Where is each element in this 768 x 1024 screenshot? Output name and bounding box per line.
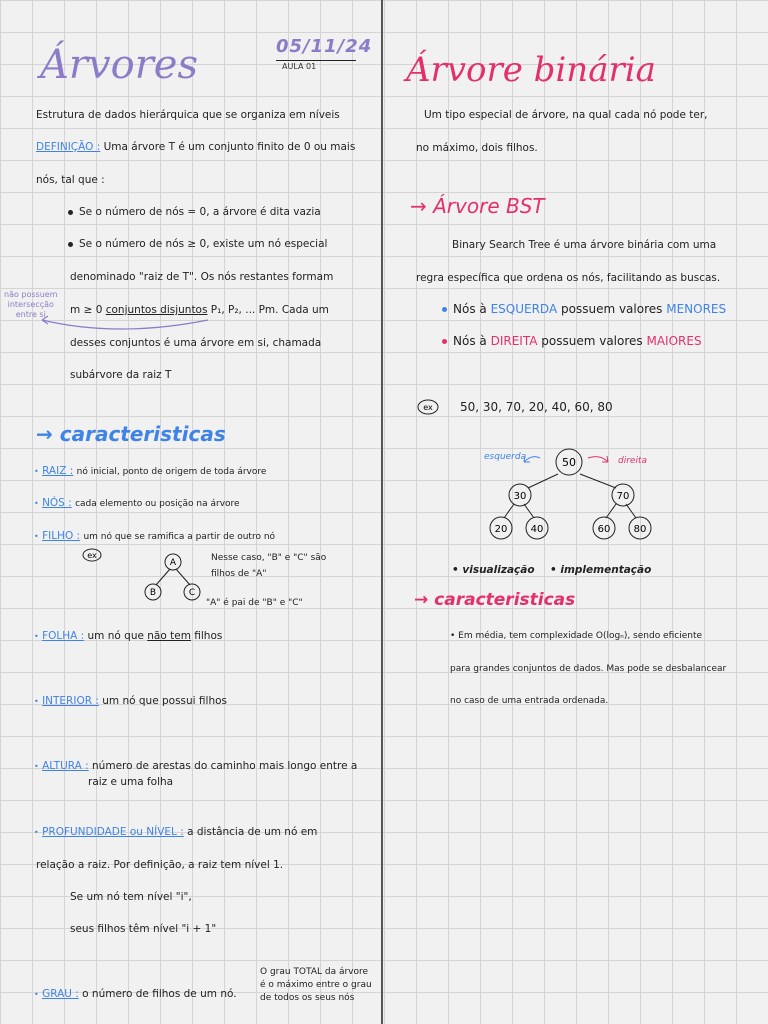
side-note-arrow: [38, 308, 218, 336]
right-title: Árvore binária: [406, 50, 656, 90]
svg-text:ex: ex: [423, 403, 433, 412]
bullet-2-sets: P₁, P₂, ... Pm. Cada um: [210, 304, 329, 316]
right-intro-1: Um tipo especial de árvore, na qual cada nó pode ter,: [424, 109, 708, 121]
bullet-2-m: m ≥ 0: [70, 304, 103, 316]
section-caracteristicas-left: → caracteristicas: [36, 422, 226, 446]
bullet-2-disjuntos: conjuntos disjuntos: [105, 304, 208, 316]
bst-node: 20: [494, 524, 508, 535]
nos-label: NÓS :: [42, 497, 72, 509]
filho-note: Nesse caso, "B" e "C" são filhos de "A": [211, 553, 327, 579]
bst-node: 30: [513, 491, 527, 502]
bullet-2-line-1: Se o número de nós ≥ 0, existe um nó especial: [79, 238, 328, 250]
bst-line-1: Binary Search Tree é uma árvore binária com uma: [452, 239, 717, 251]
left-title: Árvores: [40, 42, 199, 88]
bst-line-2: regra específica que ordena os nós, facilitando as buscas.: [416, 272, 721, 284]
car-line-3: no caso de uma entrada ordenada.: [450, 696, 609, 706]
tree-node-b: B: [149, 588, 157, 598]
section-caracteristicas-right: → caracteristicas: [414, 590, 576, 610]
direita-word: DIREITA: [490, 334, 538, 348]
label-direita: direita: [618, 456, 647, 466]
nos-text: cada elemento ou posição na árvore: [75, 499, 240, 509]
definicao-label: DEFINIÇÃO :: [36, 141, 101, 153]
grau-label: GRAU :: [42, 988, 79, 1000]
profundidade-label: PROFUNDIDADE ou NÍVEL :: [42, 826, 184, 838]
bullet-2-line-4: desses conjuntos é uma árvore em si, chamada: [70, 337, 322, 349]
bullet-1: Se o número de nós = 0, a árvore é dita vazia: [79, 206, 321, 218]
grau-text: o número de filhos de um nó.: [82, 988, 237, 1000]
page-divider: [381, 0, 383, 1024]
ex-badge: [416, 398, 442, 416]
svg-text:ex: ex: [87, 551, 97, 560]
intro-text: Estrutura de dados hierárquica que se organiza em níveis: [36, 109, 340, 121]
bst-node: 70: [616, 491, 630, 502]
altura-text-2: raiz e uma folha: [88, 776, 174, 788]
profundidade-line-4: seus filhos têm nível "i + 1": [70, 923, 217, 935]
implementacao-label: implementação: [560, 564, 652, 576]
profundidade-line-2: relação a raiz. Por definição, a raiz tem nível 1.: [36, 859, 284, 871]
section-bst-title: → Árvore BST: [410, 194, 545, 218]
profundidade-text: a distância de um nó em: [187, 826, 318, 838]
tree-node-c: C: [188, 588, 196, 598]
bst-node: 50: [562, 456, 576, 469]
filho-note-2: "A" é pai de "B" e "C": [206, 598, 303, 608]
interior-label: INTERIOR :: [42, 695, 99, 707]
bst-tree: [480, 440, 670, 550]
date: 05/11/24: [276, 36, 373, 57]
definicao-text-2: nós, tal que :: [36, 174, 105, 186]
car-line-2: para grandes conjuntos de dados. Mas pode se desbalancear: [450, 664, 727, 674]
definicao-text: Uma árvore T é um conjunto finito de 0 ou mais: [103, 141, 356, 153]
maiores-word: MAIORES: [646, 334, 702, 348]
aula-label: AULA 01: [282, 62, 317, 71]
visualizacao-label: visualização: [462, 564, 535, 576]
bullet-pink: [442, 339, 447, 344]
raiz-text: nó inicial, ponto de origem de toda árvore: [76, 467, 267, 477]
profundidade-line-3: Se um nó tem nível "i",: [70, 891, 192, 903]
bullet-dot: [68, 242, 73, 247]
bullet-blue: [442, 307, 447, 312]
altura-label: ALTURA :: [42, 760, 89, 772]
interior-text: um nó que possui filhos: [102, 695, 228, 707]
bst-node: 80: [633, 524, 647, 535]
bst-node: 60: [597, 524, 611, 535]
bst-sequence: 50, 30, 70, 20, 40, 60, 80: [460, 400, 613, 414]
filho-label: FILHO :: [42, 530, 81, 542]
label-esquerda: esquerda: [484, 452, 527, 462]
side-note: não possuem intersecção entre si: [4, 290, 58, 319]
folha-label: FOLHA :: [42, 630, 85, 642]
esquerda-word: ESQUERDA: [490, 302, 558, 316]
bullet-2-line-2: denominado "raiz de T". Os nós restantes formam: [70, 271, 334, 283]
bullet-2-line-5: subárvore da raiz T: [70, 369, 172, 381]
bullet-dot: [68, 210, 73, 215]
tree-node-a: A: [169, 558, 177, 568]
raiz-label: RAIZ :: [42, 465, 74, 477]
bst-node: 40: [530, 524, 544, 535]
grau-note: O grau TOTAL da árvore é o máximo entre o grau de todos os seus nós: [260, 967, 372, 1003]
right-intro-2: no máximo, dois filhos.: [416, 142, 538, 154]
filho-text: um nó que se ramifica a partir de outro nó: [83, 532, 276, 542]
menores-word: MENORES: [666, 302, 727, 316]
altura-text: número de arestas do caminho mais longo entre a: [92, 760, 358, 772]
tree-example-left: [80, 545, 210, 605]
car-line-1: Em média, tem complexidade O(logₙ), sendo eficiente: [458, 631, 703, 641]
